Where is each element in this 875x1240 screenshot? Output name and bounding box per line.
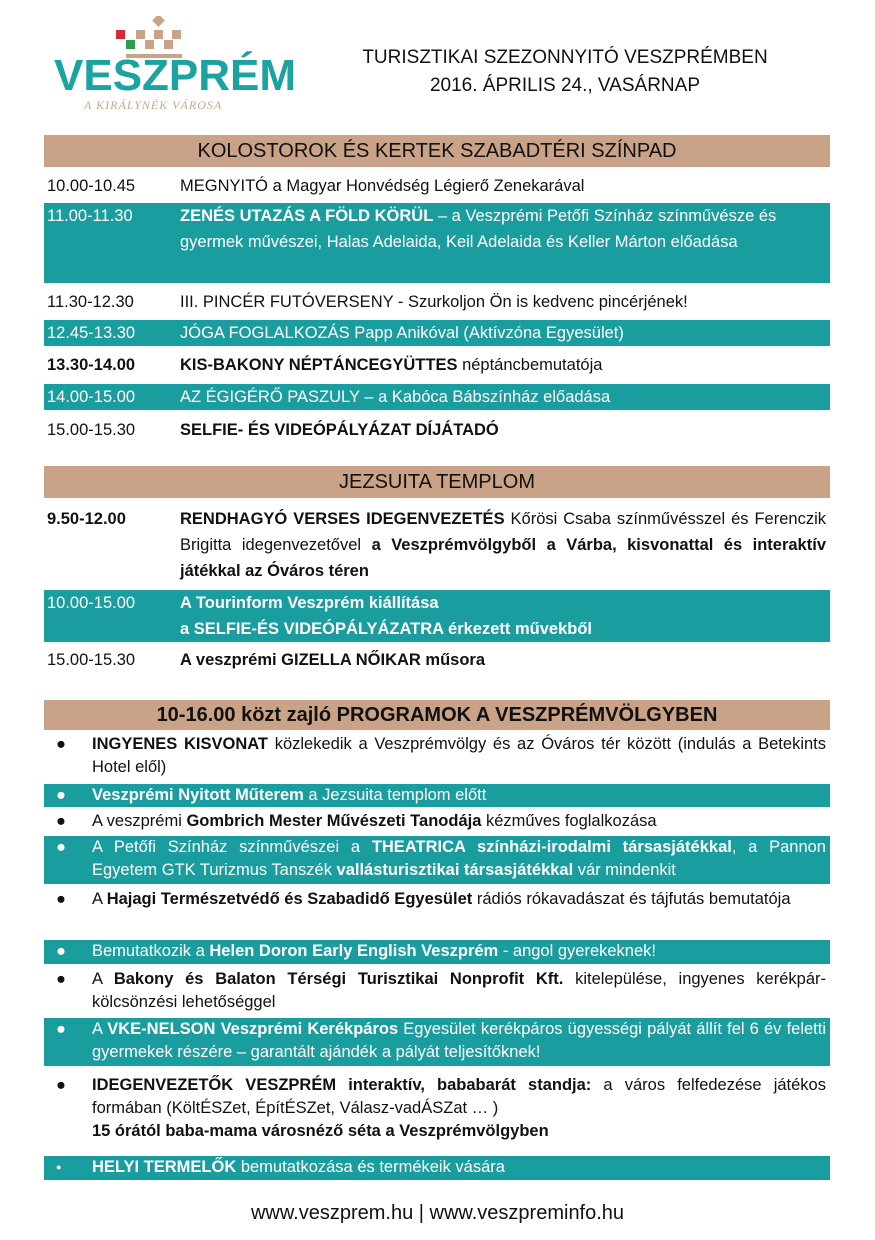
item-detail: a Jezsuita templom előtt bbox=[303, 786, 487, 804]
item-text bbox=[92, 1156, 826, 1179]
item-prefix: A bbox=[92, 1020, 108, 1038]
row-title: MEGNYITÓ bbox=[180, 177, 269, 195]
section-header: 10-16.00 közt zajló PROGRAMOK A VESZPRÉMVÖLGYBEN bbox=[44, 700, 830, 730]
schedule-row bbox=[44, 647, 830, 673]
program-item bbox=[44, 888, 830, 934]
item-title: Bakony és Balaton Térségi Turisztikai Nonprofit Kft. bbox=[113, 970, 564, 988]
row-text bbox=[180, 173, 826, 199]
row-title: ZENÉS UTAZÁS A FÖLD KÖRÜL bbox=[180, 207, 434, 225]
title-line-1: TURISZTIKAI SZEZONNYITÓ VESZPRÉMBEN bbox=[362, 47, 768, 68]
schedule-row bbox=[44, 203, 830, 283]
logo-tagline: A KIRÁLYNÉK VÁROSA bbox=[84, 98, 223, 112]
item-prefix: A bbox=[92, 970, 114, 988]
item-title-2: vallásturisztikai társasjátékkal bbox=[336, 861, 574, 879]
program-item bbox=[44, 1074, 830, 1146]
row-title: JÓGA FOGLALKOZÁS bbox=[180, 324, 350, 342]
row-time: 14.00-15.00 bbox=[47, 388, 136, 406]
row-title: AZ ÉGIGÉRŐ PASZULY – bbox=[180, 388, 374, 406]
item-detail: a város felfedezése játékos formában (KöltÉSZet, ÉpítÉSZet, Válasz-vadÁSZat … ) bbox=[92, 1076, 826, 1117]
row-detail: a Kabóca Bábszínház előadása bbox=[373, 388, 611, 406]
item-detail: kitelepülése, ingyenes kerékpár-kölcsönzési lehetőséggel bbox=[92, 970, 826, 1011]
item-prefix: A veszprémi bbox=[92, 812, 187, 830]
bullet-icon: ● bbox=[56, 786, 66, 804]
item-text bbox=[92, 888, 826, 911]
bullet-icon: ● bbox=[56, 735, 66, 753]
item-title-2: 15 órától baba-mama városnéző séta a Veszprémvölgyben bbox=[92, 1122, 549, 1140]
schedule-row bbox=[44, 173, 830, 199]
row-title: SELFIE- ÉS VIDEÓPÁLYÁZAT DÍJÁTADÓ bbox=[180, 421, 499, 439]
schedule-row bbox=[44, 590, 830, 642]
item-prefix: A bbox=[92, 890, 107, 908]
row-text bbox=[180, 289, 826, 315]
bullet-icon: ● bbox=[56, 838, 66, 856]
item-title: Gombrich Mester Művészeti Tanodája bbox=[186, 812, 482, 830]
row-time: 15.00-15.30 bbox=[47, 651, 136, 669]
program-item bbox=[44, 968, 830, 1014]
row-detail: Papp Anikóval (Aktívzóna Egyesület) bbox=[349, 324, 624, 342]
item-detail: Egyesület kerékpáros ügyességi pályát állít fel 6 év feletti gyermekek részére – garantált ajándék a pályát teljesítőknek! bbox=[92, 1020, 827, 1061]
program-item bbox=[44, 810, 830, 833]
item-detail-2: vár mindenkit bbox=[573, 861, 676, 879]
item-detail: kézműves foglalkozása bbox=[481, 812, 657, 830]
bullet-icon: ● bbox=[56, 970, 66, 988]
row-detail: a SELFIE-ÉS VIDEÓPÁLYÁZATRA érkezett művekből bbox=[180, 620, 592, 638]
row-text bbox=[180, 417, 826, 443]
bullet-icon: ● bbox=[56, 890, 66, 908]
item-text bbox=[92, 1074, 826, 1143]
bullet-icon: ● bbox=[56, 1076, 66, 1094]
title-line-2: 2016. ÁPRILIS 24., VASÁRNAP bbox=[429, 75, 700, 96]
item-text bbox=[92, 784, 826, 807]
item-title: Helen Doron Early English Veszprém bbox=[209, 942, 499, 960]
item-title: HELYI TERMELŐK bbox=[92, 1158, 237, 1176]
logo-wordmark: VESZPRÉM bbox=[54, 51, 297, 100]
row-text bbox=[180, 590, 826, 642]
row-detail: a Magyar Honvédség Légierő Zenekarával bbox=[268, 177, 585, 195]
schedule-row bbox=[44, 417, 830, 443]
item-prefix: Bemutatkozik a bbox=[92, 942, 210, 960]
program-item bbox=[44, 1018, 830, 1066]
schedule-row bbox=[44, 320, 830, 346]
item-title: Veszprémi Nyitott Műterem bbox=[92, 786, 304, 804]
row-title: A Tourinform Veszprém kiállítása bbox=[180, 594, 439, 612]
schedule-row bbox=[44, 384, 830, 410]
bullet-icon: ● bbox=[56, 1162, 62, 1172]
program-item bbox=[44, 836, 830, 884]
schedule-row bbox=[44, 352, 830, 378]
row-detail: Kőrösi Csaba színművésszel és Ferenczik Brigitta idegenvezetővel bbox=[180, 510, 826, 554]
row-text bbox=[180, 647, 826, 673]
item-text bbox=[92, 968, 826, 1014]
item-detail: rádiós rókavadászat és tájfutás bemutatója bbox=[472, 890, 791, 908]
row-time: 13.30-14.00 bbox=[47, 356, 136, 374]
row-title: RENDHAGYÓ VERSES IDEGENVEZETÉS bbox=[180, 510, 505, 528]
schedule-row bbox=[44, 506, 830, 584]
section-header: JEZSUITA TEMPLOM bbox=[44, 466, 830, 498]
item-detail: közlekedik a Veszprémvölgy és az Óváros tér között (indulás a Betekints Hotel elől) bbox=[92, 735, 826, 776]
row-text bbox=[180, 320, 826, 346]
schedule-row bbox=[44, 289, 830, 315]
row-detail: néptáncbemutatója bbox=[457, 356, 603, 374]
item-text bbox=[92, 1018, 826, 1064]
footer-links[interactable]: www.veszprem.hu | www.veszpreminfo.hu bbox=[250, 1202, 625, 1224]
item-title: VKE-NELSON Veszprémi Kerékpáros bbox=[107, 1020, 399, 1038]
program-item bbox=[44, 733, 830, 779]
item-detail: - angol gyerekeknek! bbox=[498, 942, 656, 960]
page-title bbox=[300, 44, 830, 100]
row-text bbox=[180, 352, 826, 378]
item-detail: bemutatkozása és termékeik vására bbox=[236, 1158, 505, 1176]
row-time: 11.30-12.30 bbox=[47, 293, 134, 311]
item-text bbox=[92, 940, 826, 963]
program-item bbox=[44, 784, 830, 807]
item-title: Hajagi Természetvédő és Szabadidő Egyesület bbox=[106, 890, 473, 908]
row-text bbox=[180, 384, 826, 410]
row-route: a Veszprémvölgyből a Várba, kisvonattal és interaktív játékkal az Óváros téren bbox=[180, 536, 826, 580]
program-item bbox=[44, 1156, 830, 1180]
bullet-icon: ● bbox=[56, 812, 66, 830]
item-prefix: A Petőfi Színház színművészei a bbox=[92, 838, 372, 856]
row-time: 15.00-15.30 bbox=[47, 421, 136, 439]
row-title: III. PINCÉR FUTÓVERSENY bbox=[180, 293, 394, 311]
item-detail: , a Pannon Egyetem GTK Turizmus Tanszék bbox=[92, 838, 826, 879]
item-text bbox=[92, 733, 826, 779]
bullet-icon: ● bbox=[56, 1020, 66, 1038]
bullet-icon: ● bbox=[56, 942, 66, 960]
row-time: 10.00-15.00 bbox=[47, 594, 136, 612]
row-time: 12.45-13.30 bbox=[47, 324, 136, 342]
item-title: IDEGENVEZETŐK VESZPRÉM interaktív, bababarát standja: bbox=[92, 1076, 592, 1094]
row-time: 9.50-12.00 bbox=[47, 510, 126, 528]
row-detail: - Szurkoljon Ön is kedvenc pincérjének! bbox=[393, 293, 688, 311]
program-item bbox=[44, 940, 830, 964]
veszprem-logo bbox=[54, 16, 297, 112]
item-text bbox=[92, 836, 826, 882]
section-header: KOLOSTOROK ÉS KERTEK SZABADTÉRI SZÍNPAD bbox=[44, 135, 830, 167]
item-title: THEATRICA színházi-irodalmi társasjátékkal bbox=[371, 838, 732, 856]
row-title: KIS-BAKONY NÉPTÁNCEGYÜTTES bbox=[180, 356, 458, 374]
item-text bbox=[92, 810, 826, 833]
row-detail: – a Veszprémi Petőfi Színház színművésze és gyermek művészei, Halas Adelaida, Keil Adelaida és Keller Márton előadása bbox=[180, 207, 777, 251]
row-time: 10.00-10.45 bbox=[47, 177, 136, 195]
item-title: INGYENES KISVONAT bbox=[92, 735, 269, 753]
row-title: A veszprémi GIZELLA NŐIKAR műsora bbox=[180, 651, 486, 669]
row-time: 11.00-11.30 bbox=[47, 207, 133, 225]
row-text bbox=[180, 506, 826, 584]
row-text bbox=[180, 203, 826, 255]
